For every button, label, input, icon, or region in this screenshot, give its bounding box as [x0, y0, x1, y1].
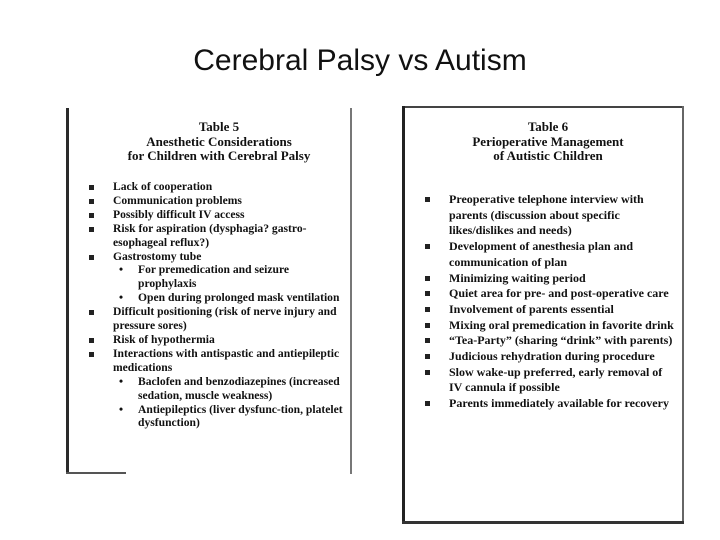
list-item	[88, 250, 346, 306]
table-title-line: for Children with Cerebral Palsy	[127, 148, 311, 163]
square-bullet-icon	[89, 352, 94, 357]
list-item	[424, 333, 678, 349]
list-item	[424, 302, 678, 318]
list-item-text: Judicious rehydration during procedure	[449, 349, 655, 364]
square-bullet-icon	[89, 185, 94, 190]
sub-item-text: Antiepileptics (liver dysfunc-tion, platelet dysfunction)	[138, 402, 343, 430]
list-item-text: “Tea-Party” (sharing “drink” with parents)	[449, 333, 673, 348]
list-item	[88, 222, 346, 250]
list-item-text: Quiet area for pre- and post-operative care	[449, 286, 669, 301]
scan-border	[66, 108, 69, 474]
sub-item-text: Baclofen and benzodiazepines (increased sedation, muscle weakness)	[138, 374, 340, 402]
list-item-text: Possibly difficult IV access	[113, 207, 245, 221]
square-bullet-icon	[425, 323, 430, 328]
table-title-line: Perioperative Management	[472, 133, 624, 149]
list-item-text: Gastrostomy tube	[113, 249, 202, 263]
sub-item	[113, 263, 346, 291]
list-item	[424, 349, 678, 365]
table-title-line: of Autistic Children	[493, 148, 603, 163]
list-item-text: Involvement of parents essential	[449, 301, 614, 316]
dot-bullet-icon: •	[119, 374, 124, 388]
list-item-text: Difficult positioning (risk of nerve injury and pressure sores)	[113, 305, 337, 333]
dot-bullet-icon: •	[119, 263, 124, 277]
table-title-line: Anesthetic Considerations	[146, 133, 292, 149]
sub-item-text: Open during prolonged mask ventilation	[138, 291, 340, 305]
square-bullet-icon	[425, 401, 430, 406]
square-bullet-icon	[425, 276, 430, 281]
square-bullet-icon	[89, 227, 94, 232]
sub-item	[113, 403, 346, 431]
list-item	[88, 194, 346, 208]
dot-bullet-icon: •	[119, 291, 124, 305]
list-item-text: Minimizing waiting period	[449, 270, 586, 285]
slide-title: Cerebral Palsy vs Autism	[193, 44, 527, 77]
square-bullet-icon	[425, 354, 430, 359]
scan-border	[66, 472, 126, 474]
list-item	[88, 333, 346, 347]
scan-border	[402, 106, 684, 108]
list-item	[424, 271, 678, 287]
list-item	[424, 192, 678, 239]
list-item	[424, 365, 678, 396]
list-item-text: Risk for aspiration (dysphagia? gastro-esophageal reflux?)	[113, 221, 307, 249]
square-bullet-icon	[89, 199, 94, 204]
table-6-title	[412, 120, 684, 164]
scan-border	[682, 106, 684, 524]
list-item-text: Interactions with antispastic and antiepileptic medications	[113, 346, 340, 374]
square-bullet-icon	[89, 338, 94, 343]
list-item	[88, 347, 346, 430]
table-5-title	[86, 120, 352, 164]
square-bullet-icon	[89, 255, 94, 260]
square-bullet-icon	[425, 338, 430, 343]
square-bullet-icon	[425, 197, 430, 202]
list-item-text: Parents immediately available for recovery	[449, 396, 669, 411]
list-item-text: Slow wake-up preferred, early removal of IV cannula if possible	[449, 364, 663, 395]
table-6-list	[424, 192, 678, 412]
scan-border	[402, 521, 684, 524]
list-item	[88, 180, 346, 194]
table-title-line: Table 5	[198, 119, 240, 134]
table-5-list	[88, 180, 346, 430]
list-item	[88, 305, 346, 333]
sub-item	[113, 291, 346, 305]
list-item-text: Lack of cooperation	[113, 180, 213, 193]
table-5-scan	[66, 108, 352, 474]
list-item-text: Communication problems	[113, 193, 242, 207]
square-bullet-icon	[425, 307, 430, 312]
list-item-text: Preoperative telephone interview with parents (discussion about specific likes/dislikes and needs)	[449, 192, 644, 238]
square-bullet-icon	[89, 213, 94, 218]
list-item-text: Risk of hypothermia	[113, 332, 215, 346]
list-item	[424, 318, 678, 334]
sub-item	[113, 375, 346, 403]
table-6-scan	[402, 106, 684, 524]
list-item	[88, 208, 346, 222]
sub-item-text: For premedication and seizure prophylaxis	[138, 263, 290, 291]
dot-bullet-icon: •	[119, 402, 124, 416]
list-item	[424, 396, 678, 412]
list-item-text: Development of anesthesia plan and communication of plan	[449, 239, 634, 269]
square-bullet-icon	[425, 244, 430, 249]
list-item-text: Mixing oral premedication in favorite drink	[449, 317, 674, 332]
square-bullet-icon	[425, 291, 430, 296]
table-title-line: Table 6	[527, 119, 569, 134]
square-bullet-icon	[89, 310, 94, 315]
square-bullet-icon	[425, 370, 430, 375]
list-item	[424, 239, 678, 270]
list-item	[424, 286, 678, 302]
scan-border	[402, 106, 405, 524]
